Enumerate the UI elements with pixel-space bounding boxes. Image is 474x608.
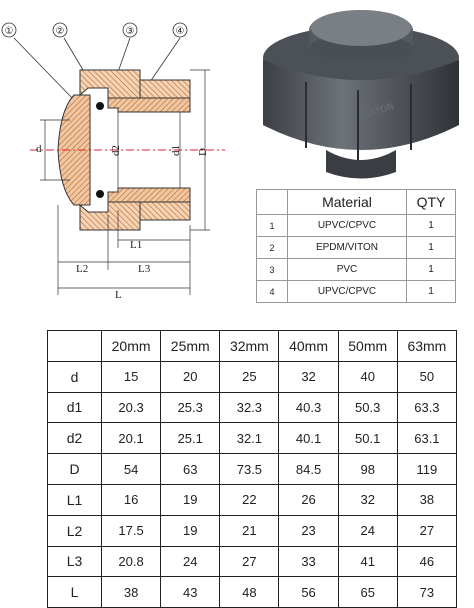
material-index: 4 — [257, 281, 288, 303]
dim-cell: 25.1 — [161, 423, 220, 454]
material-index: 1 — [257, 215, 288, 237]
dim-cell: 40 — [338, 361, 397, 392]
dim-cell: 41 — [338, 546, 397, 577]
dim-L2-label: L2 — [76, 263, 89, 275]
material-header-material: Material — [288, 190, 407, 215]
dim-cell: 48 — [220, 577, 279, 608]
table-row — [48, 484, 457, 515]
dim-cell: 19 — [161, 484, 220, 515]
table-row — [48, 361, 457, 392]
dim-cell: 20.8 — [102, 546, 161, 577]
dim-cell: 73.5 — [220, 454, 279, 485]
callout-1: ① — [4, 26, 14, 37]
dim-L1-label: L1 — [130, 239, 143, 251]
dim-cell: 38 — [102, 577, 161, 608]
dim-cell: 50.3 — [338, 392, 397, 423]
dim-L-label: L — [115, 289, 122, 301]
dim-cell: 73 — [397, 577, 456, 608]
product-photo — [246, 0, 474, 190]
dim-cell: 23 — [279, 515, 338, 546]
dim-header-size: 25mm — [161, 331, 220, 362]
material-qty: 1 — [407, 281, 456, 303]
callout-4: ④ — [175, 26, 185, 37]
dim-cell: 26 — [279, 484, 338, 515]
material-qty: 1 — [407, 237, 456, 259]
dim-cell: 22 — [220, 484, 279, 515]
dim-header-size: 32mm — [220, 331, 279, 362]
table-row — [257, 281, 456, 303]
dim-row-label: d2 — [48, 423, 102, 454]
dim-row-label: L — [48, 577, 102, 608]
dim-cell: 17.5 — [102, 515, 161, 546]
dim-row-label: L3 — [48, 546, 102, 577]
dim-header-size: 40mm — [279, 331, 338, 362]
dim-cell: 65 — [338, 577, 397, 608]
dim-cell: 33 — [279, 546, 338, 577]
dim-header-corner — [48, 331, 102, 362]
dim-row-label: L1 — [48, 484, 102, 515]
dim-cell: 16 — [102, 484, 161, 515]
table-row — [48, 423, 457, 454]
dim-cell: 50 — [397, 361, 456, 392]
material-qty: 1 — [407, 259, 456, 281]
dim-cell: 40.3 — [279, 392, 338, 423]
dim-header-size: 20mm — [102, 331, 161, 362]
dim-cell: 25.3 — [161, 392, 220, 423]
dim-d1-label: d1 — [170, 145, 182, 156]
dim-cell: 63.1 — [397, 423, 456, 454]
dim-cell: 25 — [220, 361, 279, 392]
dim-row-label: L2 — [48, 515, 102, 546]
callout-2: ② — [55, 26, 65, 37]
dim-cell: 32 — [338, 484, 397, 515]
dim-cell: 50.1 — [338, 423, 397, 454]
dim-cell: 38 — [397, 484, 456, 515]
table-row — [48, 454, 457, 485]
dim-d-label: d — [36, 143, 42, 155]
material-name: PVC — [288, 259, 407, 281]
embossed-text: VITON — [365, 101, 396, 121]
material-qty: 1 — [407, 215, 456, 237]
dim-cell: 43 — [161, 577, 220, 608]
material-table-header — [257, 190, 456, 215]
dim-cell: 63.3 — [397, 392, 456, 423]
dim-cell: 56 — [279, 577, 338, 608]
dim-d2-label: d2 — [110, 145, 122, 156]
material-table — [256, 189, 456, 303]
material-name: UPVC/CPVC — [288, 215, 407, 237]
dim-cell: 32.1 — [220, 423, 279, 454]
dim-cell: 20.3 — [102, 392, 161, 423]
table-row — [257, 237, 456, 259]
dim-cell: 98 — [338, 454, 397, 485]
dim-cell: 84.5 — [279, 454, 338, 485]
dim-cell: 21 — [220, 515, 279, 546]
dim-cell: 20.1 — [102, 423, 161, 454]
material-name: UPVC/CPVC — [288, 281, 407, 303]
dim-header-size: 50mm — [338, 331, 397, 362]
dim-cell: 20 — [161, 361, 220, 392]
dim-header-size: 63mm — [397, 331, 456, 362]
table-row — [257, 215, 456, 237]
dim-cell: 27 — [397, 515, 456, 546]
material-header-qty: QTY — [407, 190, 456, 215]
material-index: 3 — [257, 259, 288, 281]
material-name: EPDM/VITON — [288, 237, 407, 259]
dim-cell: 15 — [102, 361, 161, 392]
dim-cell: 54 — [102, 454, 161, 485]
table-row — [48, 392, 457, 423]
dim-cell: 32.3 — [220, 392, 279, 423]
dimension-table-header — [48, 331, 457, 362]
dim-cell: 27 — [220, 546, 279, 577]
dim-cell: 63 — [161, 454, 220, 485]
dim-cell: 24 — [338, 515, 397, 546]
dim-cell: 119 — [397, 454, 456, 485]
table-row — [48, 546, 457, 577]
table-row — [257, 259, 456, 281]
dim-L3-label: L3 — [138, 263, 151, 275]
dim-cell: 46 — [397, 546, 456, 577]
table-row — [48, 577, 457, 608]
dim-row-label: d — [48, 361, 102, 392]
dim-D-label: D — [197, 148, 209, 156]
dim-cell: 32 — [279, 361, 338, 392]
callout-3: ③ — [125, 26, 135, 37]
material-index: 2 — [257, 237, 288, 259]
material-header-index — [257, 190, 288, 215]
dim-row-label: d1 — [48, 392, 102, 423]
dim-cell: 19 — [161, 515, 220, 546]
dim-row-label: D — [48, 454, 102, 485]
dim-cell: 40.1 — [279, 423, 338, 454]
dimension-table — [47, 330, 457, 608]
cross-section-drawing — [0, 0, 250, 310]
dim-cell: 24 — [161, 546, 220, 577]
table-row — [48, 515, 457, 546]
